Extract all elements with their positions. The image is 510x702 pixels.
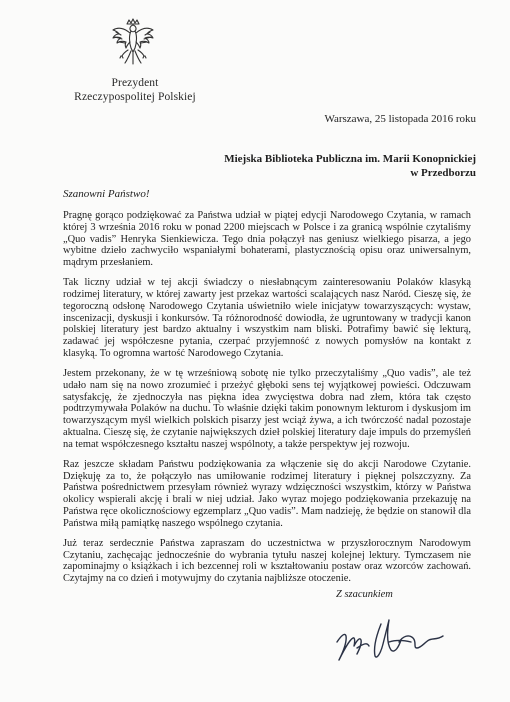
office-title: [62, 76, 208, 104]
eagle-emblem-icon: [110, 18, 156, 72]
closing-phrase: Z szacunkiem: [336, 589, 393, 600]
recipient-block: [224, 152, 476, 180]
letter-date: Warszawa, 25 listopada 2016 roku: [324, 113, 476, 125]
paragraph: Tak liczny udział w tej akcji świadczy o niesłabnącym zainteresowaniu Polaków klasyką rodzimej literatury, w której zawarty jest przekaz wartości scalających nasz Naród. Cieszę się, że tegoroczną odsłonę Narodowego Czytania uświetniło wiele inicjatyw towarzyszących: wystaw, inscenizacji, dyskusji i konkursów. Ta różnorodność dowiodła, że ugruntowany w tradycji kanon polskiej literatury jest bardzo aktualny i wszystkim nam bliski. Potrafimy bawić się lekturą, zadawać jej współczesne pytania, czerpać przyjemność z nowych pomysłów na kontakt z klasyką. To ogromna wartość Narodowego Czytania.: [63, 277, 471, 359]
office-title-line1: Prezydent: [111, 77, 159, 89]
paragraph: Pragnę gorąco podziękować za Państwa udział w piątej edycji Narodowego Czytania, w ramach której 3 września 2016 roku w ponad 2200 miejscach w Polsce i za granicą wspólnie czytaliśmy „Quo vadis” Henryka Sienkiewicza. Tego dnia połączył nas geniusz wielkiego pisarza, a jego wybitne dzieło zachwyciło wspaniałymi bohaterami, plastycznością opisu oraz uniwersalnym, mądrym przesłaniem.: [63, 210, 471, 268]
recipient-name: Miejska Biblioteka Publiczna im. Marii Konopnickiej: [224, 153, 476, 165]
letter-body: [63, 210, 471, 593]
office-title-line2: Rzeczypospolitej Polskiej: [74, 91, 196, 103]
paragraph: Już teraz serdecznie Państwa zapraszam do uczestnictwa w przyszłorocznym Narodowym Czytaniu, zachęcając jednocześnie do wybrania tytułu naszej kolejnej lektury. Tymczasem nie zapominajmy o książkach i ich bezcennej roli w kształtowaniu postaw oraz wzorców zachowań. Czytajmy na co dzień i motywujmy do czytania najbliższe otoczenie.: [63, 537, 471, 584]
handwritten-signature: [333, 606, 449, 666]
salutation: Szanowni Państwo!: [63, 188, 150, 200]
recipient-location: w Przedborzu: [410, 167, 476, 179]
paragraph: Raz jeszcze składam Państwu podziękowania za włączenie się do akcji Narodowe Czytanie. Dziękuję za to, że połączyło nas umiłowanie rodzimej literatury i pięknej polszczyzny. Za Państwa pośrednictwem przesyłam również wyrazy wdzięczności wszystkim, którzy w Państwa okolicy wspierali akcję i brali w niej udział. Jako wyraz mojego podziękowania przekazuję na Państwa ręce okolicznościowy egzemplarz „Quo vadis”. Mam nadzieję, że będzie on stanowił dla Państwa miłą pamiątkę naszego wspólnego czytania.: [63, 458, 471, 529]
paragraph: Jestem przekonany, że w tę wrześniową sobotę nie tylko przeczytaliśmy „Quo vadis”, ale też udało nam się na nowo zrozumieć i przeżyć głęboki sens tej wyjątkowej powieści. Odczuwam satysfakcję, że zjednoczyła nas piękna idea zwycięstwa dobra nad złem, która tak często podtrzymywała Polaków na duchu. To właśnie dzięki takim ponownym lekturom i dyskusjom im towarzyszącym myśl wielkich polskich pisarzy jest wciąż żywa, a ich twórczość nadal pozostaje aktualna. Cieszę się, że czytanie największych dzieł polskiej literatury daje impuls do przemyśleń na temat współczesnego kształtu naszej wspólnoty, a także perspektyw jej rozwoju.: [63, 368, 471, 450]
